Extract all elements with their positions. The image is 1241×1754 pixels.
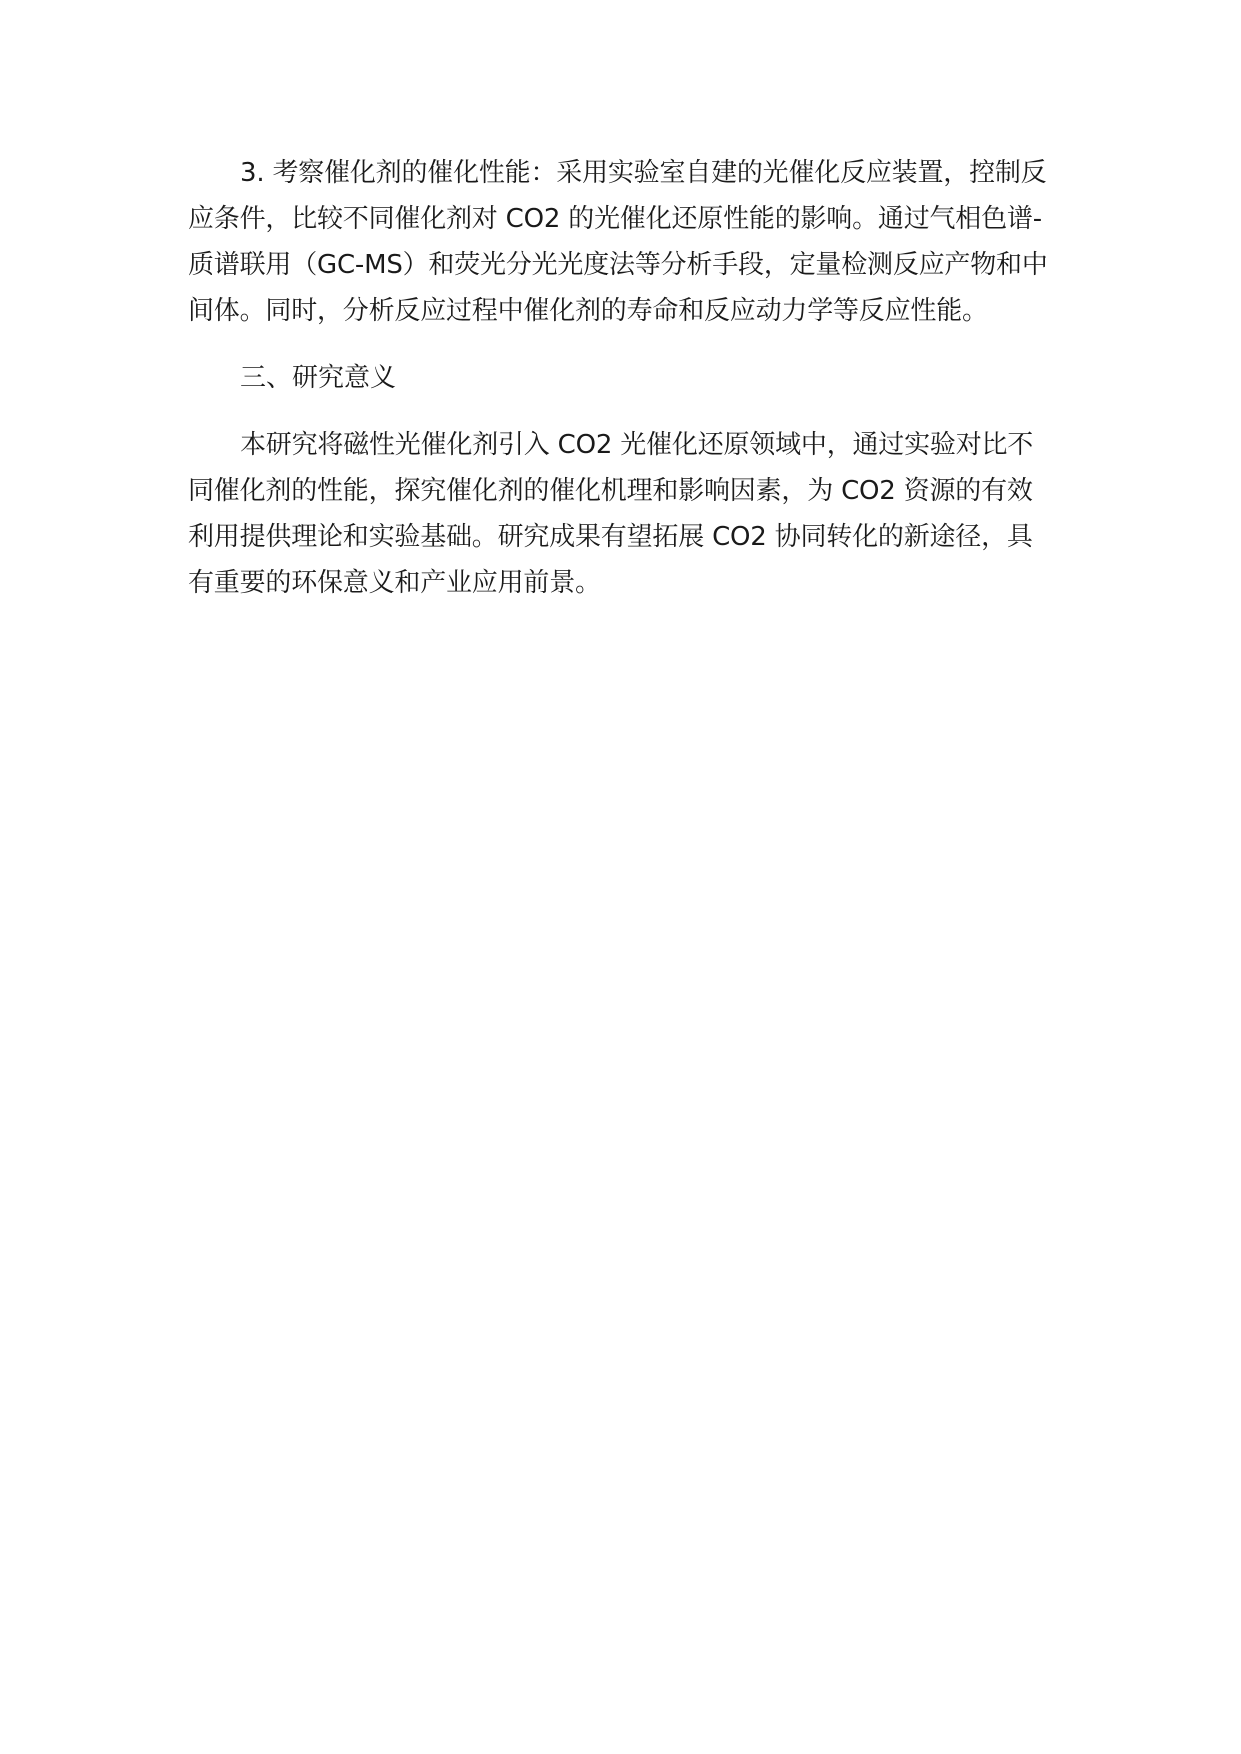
paragraph-significance: 本研究将磁性光催化剂引入 CO2 光催化还原领域中，通过实验对比不同催化剂的性能，探究催化剂的催化机理和影响因素，为 CO2 资源的有效利用提供理论和实验基础。研究成果有望拓展 CO2 协同转化的新途径，具有重要的环保意义和产业应用前景。: [188, 430, 1034, 598]
paragraph-method-3: 3. 考察催化剂的催化性能：采用实验室自建的光催化反应装置，控制反应条件，比较不同催化剂对 CO2 的光催化还原性能的影响。通过气相色谱-质谱联用（GC-MS）和荧光分光光度法等分析手段，定量检测反应产物和中间体。同时，分析反应过程中催化剂的寿命和反应动力学等反应性能。: [188, 158, 1048, 326]
section-heading-significance: 三、研究意义: [240, 363, 397, 393]
document-body: [188, 150, 1053, 627]
